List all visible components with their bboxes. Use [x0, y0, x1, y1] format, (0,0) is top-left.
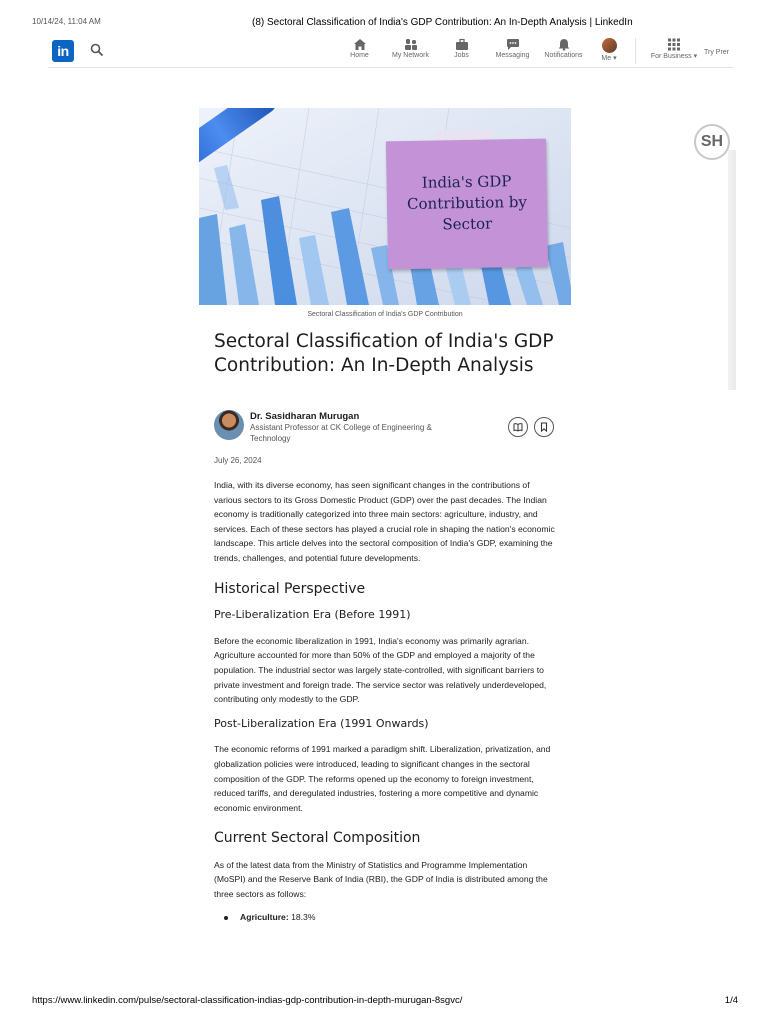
subheading-pre-liberalization: Pre-Liberalization Era (Before 1991) [214, 608, 411, 622]
list-item [224, 910, 556, 925]
nav-jobs[interactable] [436, 38, 487, 64]
linkedin-logo[interactable]: in [52, 40, 74, 62]
nav-me[interactable] [589, 38, 629, 64]
section-heading-historical: Historical Perspective [214, 580, 366, 597]
article-title: Sectoral Classification of India's GDP Contribution: An In-Depth Analysis [214, 331, 554, 376]
article [214, 330, 556, 922]
global-nav [48, 36, 734, 68]
hero-caption: Sectoral Classification of India's GDP Contribution [307, 311, 463, 318]
publish-date: July 26, 2024 [214, 456, 262, 465]
nav-home-label: Home [350, 52, 369, 59]
author-name[interactable]: Dr. Sasidharan Murugan [250, 411, 360, 422]
search-icon[interactable] [90, 43, 104, 57]
author-headline: Assistant Professor at CK College of Engineering & Technology [250, 423, 432, 443]
nav-notifications-label: Notifications [544, 52, 583, 59]
article-body [214, 478, 556, 924]
print-page-number: 1/4 [724, 995, 738, 1006]
nav-for-business-label: For Business [650, 53, 692, 60]
nav-messaging[interactable] [487, 38, 538, 64]
intro-paragraph: India, with its diverse economy, has seen significant changes in the contributions of various sectors to its Gross Domestic Product (GDP) over the past decades. The Indian economy is traditionally categorized into three main sectors: agriculture, industry, and services. Each of these sectors has played a crucial role in shaping the nation's economic landscape. This article delves into the sectoral composition of India's GDP, examining the trends, challenges, and potential future developments. [214, 480, 555, 563]
nav-divider [635, 38, 636, 64]
sector-list [224, 910, 556, 925]
list-item-value: 18.3% [291, 911, 316, 922]
read-mode-button[interactable] [508, 417, 528, 437]
print-page-title: (8) Sectoral Classification of India's GDP Contribution: An In-Depth Analysis | LinkedIn [252, 17, 633, 28]
print-datetime: 10/14/24, 11:04 AM [32, 17, 101, 26]
briefcase-icon [455, 38, 469, 51]
section-heading-current: Current Sectoral Composition [214, 830, 421, 847]
nav-jobs-label: Jobs [454, 52, 469, 59]
grid-icon [667, 38, 681, 51]
nav-my-network[interactable] [385, 38, 436, 64]
messaging-icon [506, 38, 520, 51]
author-card [214, 410, 556, 444]
paragraph-pre-liberalization: Before the economic liberalization in 1991, India's economy was primarily agrarian. Agriculture accounted for more than 50% of the GDP and employed a majority of the population. The industrial sector was largely state-controlled, with significant barriers to private investment and foreign trade. The service sector was relatively underdeveloped, contributing only modestly to the GDP. [214, 635, 547, 705]
sticky-note [386, 139, 548, 270]
hero-image [199, 108, 571, 305]
sticky-note-text: India's GDP Contribution by Sector [406, 172, 528, 234]
nav-try-premium[interactable] [704, 38, 744, 64]
home-icon [353, 38, 367, 51]
chevron-down-icon: ▾ [613, 55, 617, 62]
nav-messaging-label: Messaging [495, 52, 530, 59]
nav-notifications[interactable] [538, 38, 589, 64]
nav-home[interactable] [334, 38, 385, 64]
paragraph-current: As of the latest data from the Ministry of Statistics and Programme Implementation (MoSPI) and the Reserve Bank of India (RBI), the GDP of India is distributed among the three sectors as follows: [214, 859, 548, 900]
save-article-button[interactable] [534, 417, 554, 437]
list-item-label: Agriculture: [240, 911, 289, 922]
side-panel-edge [728, 150, 736, 390]
nav-for-business[interactable] [644, 38, 704, 64]
nav-my-network-label: My Network [392, 52, 429, 59]
paragraph-post-liberalization: The economic reforms of 1991 marked a paradigm shift. Liberalization, privatization, and globalization policies were introduced, leading to significant changes in the sectoral composition of the GDP. The reforms opened up the economy to foreign investment, reduced tariffs, and deregulated industries, fostering a more competitive and dynamic economic environment. [214, 744, 551, 813]
chevron-down-icon: ▾ [693, 53, 698, 60]
print-url: https://www.linkedin.com/pulse/sectoral-classification-indias-gdp-contribution-in-depth-murugan-8sgvc/ [32, 995, 463, 1006]
side-badge[interactable]: SH [694, 124, 730, 160]
author-avatar[interactable] [214, 410, 244, 440]
bell-icon [557, 38, 571, 51]
nav-me-label: Me [601, 55, 612, 62]
open-book-icon [513, 422, 523, 432]
nav-try-premium-label: Try Prer [704, 49, 730, 56]
bookmark-icon [539, 422, 549, 432]
subheading-post-liberalization: Post-Liberalization Era (1991 Onwards) [214, 716, 429, 730]
avatar [602, 38, 617, 53]
network-icon [404, 38, 418, 51]
